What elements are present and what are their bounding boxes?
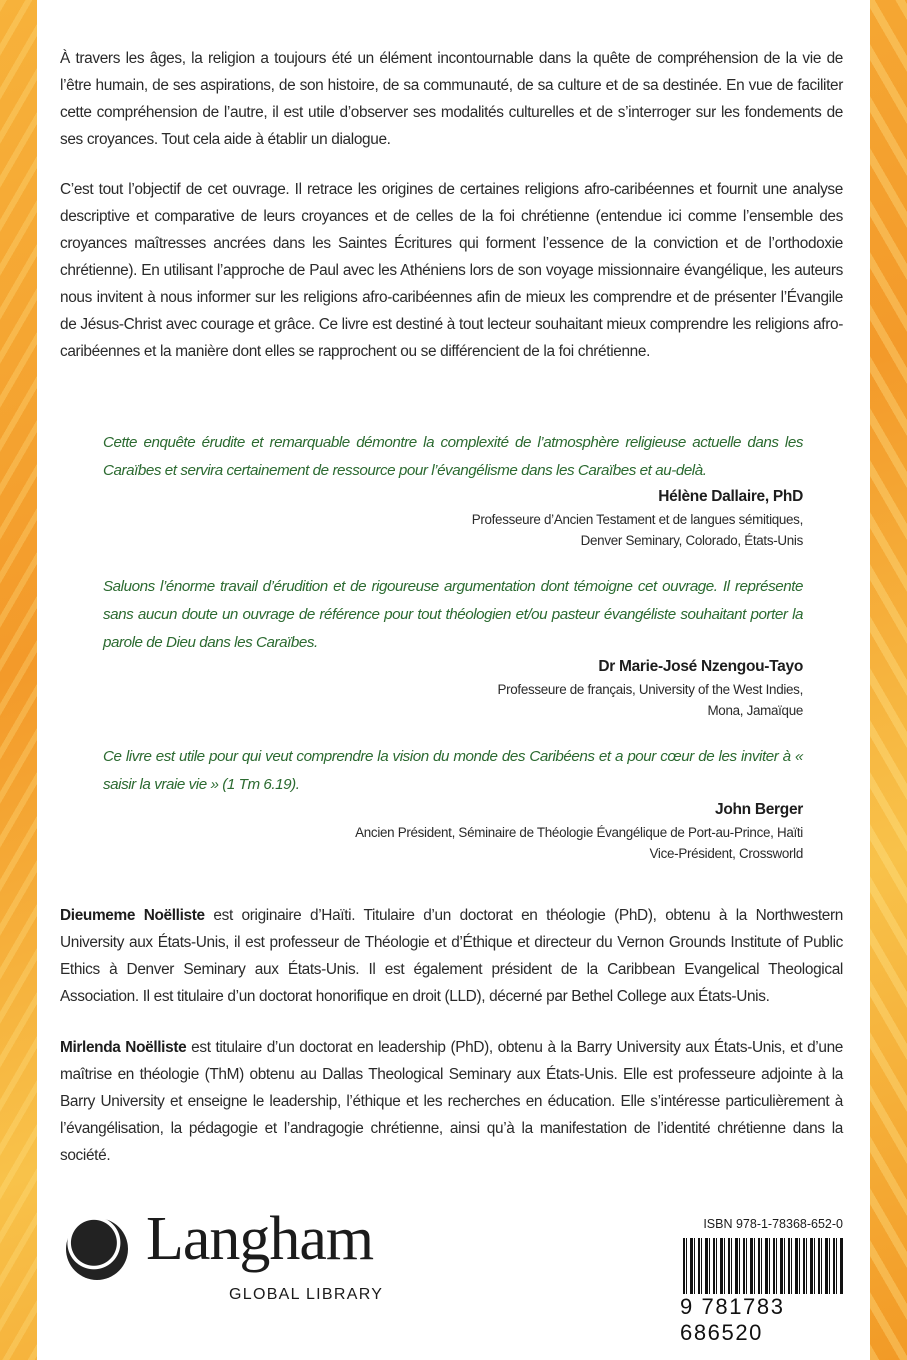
endorsement-attribution-3	[355, 798, 803, 864]
endorser-affiliation: Denver Seminary, Colorado, États-Unis	[580, 533, 803, 548]
endorser-name: Dr Marie-José Nzengou-Tayo	[598, 658, 803, 675]
publisher-subtitle: GLOBAL LIBRARY	[229, 1286, 384, 1303]
barcode	[683, 1238, 843, 1302]
author-name: Mirlenda Noëlliste	[60, 1039, 187, 1056]
endorsement-attribution-1	[472, 485, 803, 551]
author-bio-text: est originaire d’Haïti. Titulaire d’un doctorat en théologie (PhD), obtenu à la Northwestern University aux États-Unis, il est professeur de Théologie et d’Éthique et directeur du Vernon Grounds Institute of Public Ethics à Denver Seminary aux États-Unis. Il est également président de la Caribbean Evangelical Theological Association. Il est titulaire d’un doctorat honorifique en droit (LLD), décerné par Bethel College aux États-Unis.	[60, 907, 843, 1005]
endorser-affiliation: Professeure d’Ancien Testament et de langues sémitiques,	[471, 512, 803, 527]
author-bio-2	[60, 1034, 843, 1169]
endorser-affiliation: Vice-Président, Crossworld	[649, 846, 803, 861]
barcode-digits: 9 781783 686520	[676, 1294, 850, 1346]
globe-icon	[66, 1218, 128, 1280]
endorser-name: John Berger	[715, 801, 803, 818]
intro-paragraph-2: C’est tout l’objectif de cet ouvrage. Il retrace les origines de certaines religions afro-caribéennes et fournit une analyse descriptive et comparative de leurs croyances et de celles de la foi chrétienne (entendue ici comme l’ensemble des croyances maîtresses ancrées dans les Saintes Écritures qui forment l’essence de la conviction et de l’orthodoxie chrétienne). En utilisant l’approche de Paul avec les Athéniens lors de son voyage missionnaire évangélique, les auteurs nous invitent à nous informer sur les religions afro-caribéennes afin de mieux les comprendre et de présenter l’Évangile de Jésus-Christ avec courage et grâce. Ce livre est destiné à tout lecteur souhaitant mieux comprendre les religions afro-caribéennes et la manière dont elles se rapprochent ou se différencient de la foi chrétienne.	[60, 181, 843, 360]
publisher-name: Langham	[146, 1205, 374, 1273]
author-bio-1	[60, 902, 843, 1010]
endorser-name: Hélène Dallaire, PhD	[658, 488, 803, 505]
endorser-affiliation: Ancien Président, Séminaire de Théologie Évangélique de Port-au-Prince, Haïti	[355, 825, 803, 840]
intro-paragraph-1: À travers les âges, la religion a toujours été un élément incontournable dans la quête de compréhension de la vie de l’être humain, de ses aspirations, de son histoire, de sa communauté, de sa culture et de sa destinée. En vue de faciliter cette compréhension de l’autre, il est utile d’observer ses modalités culturelles et de s’interroger sur les fondements de ses croyances. Tout cela aide à établir un dialogue.	[60, 50, 843, 148]
endorser-affiliation: Mona, Jamaïque	[707, 703, 803, 718]
endorsement-attribution-2	[497, 655, 803, 721]
right-decorative-border	[870, 0, 907, 1360]
isbn-label: ISBN 978-1-78368-652-0	[703, 1217, 843, 1231]
endorsement-quote-3: Ce livre est utile pour qui veut comprendre la vision du monde des Caribéens et a pour cœur de les inviter à « saisir la vraie vie » (1 Tm 6.19).	[103, 748, 803, 793]
endorser-affiliation: Professeure de français, University of the West Indies,	[497, 682, 803, 697]
author-bio-text: est titulaire d’un doctorat en leadership (PhD), obtenu à la Barry University aux États-Unis, et d’une maîtrise en théologie (ThM) obtenu au Dallas Theological Seminary aux États-Unis. Elle est professeure adjointe à la Barry University et enseigne le leadership, l’éthique et les recherches en éducation. Elle s’intéresse particulièrement à l’évangélisation, la pédagogie et l’andragogie chrétienne, ainsi qu’à la manifestation de l’identité chrétienne dans la société.	[60, 1039, 843, 1164]
author-name: Dieumeme Noëlliste	[60, 907, 205, 924]
left-decorative-border	[0, 0, 37, 1360]
endorsement-quote-2: Saluons l’énorme travail d’érudition et de rigoureuse argumentation dont témoigne cet ouvrage. Il représente sans aucun doute un ouvrage de référence pour tout théologien et/ou pasteur évangéliste souhaitant porter la parole de Dieu dans les Caraïbes.	[103, 578, 803, 651]
endorsement-quote-1: Cette enquête érudite et remarquable démontre la complexité de l’atmosphère religieuse actuelle dans les Caraïbes et servira certainement de ressource pour l’évangélisme dans les Caraïbes et au-delà.	[103, 434, 803, 479]
